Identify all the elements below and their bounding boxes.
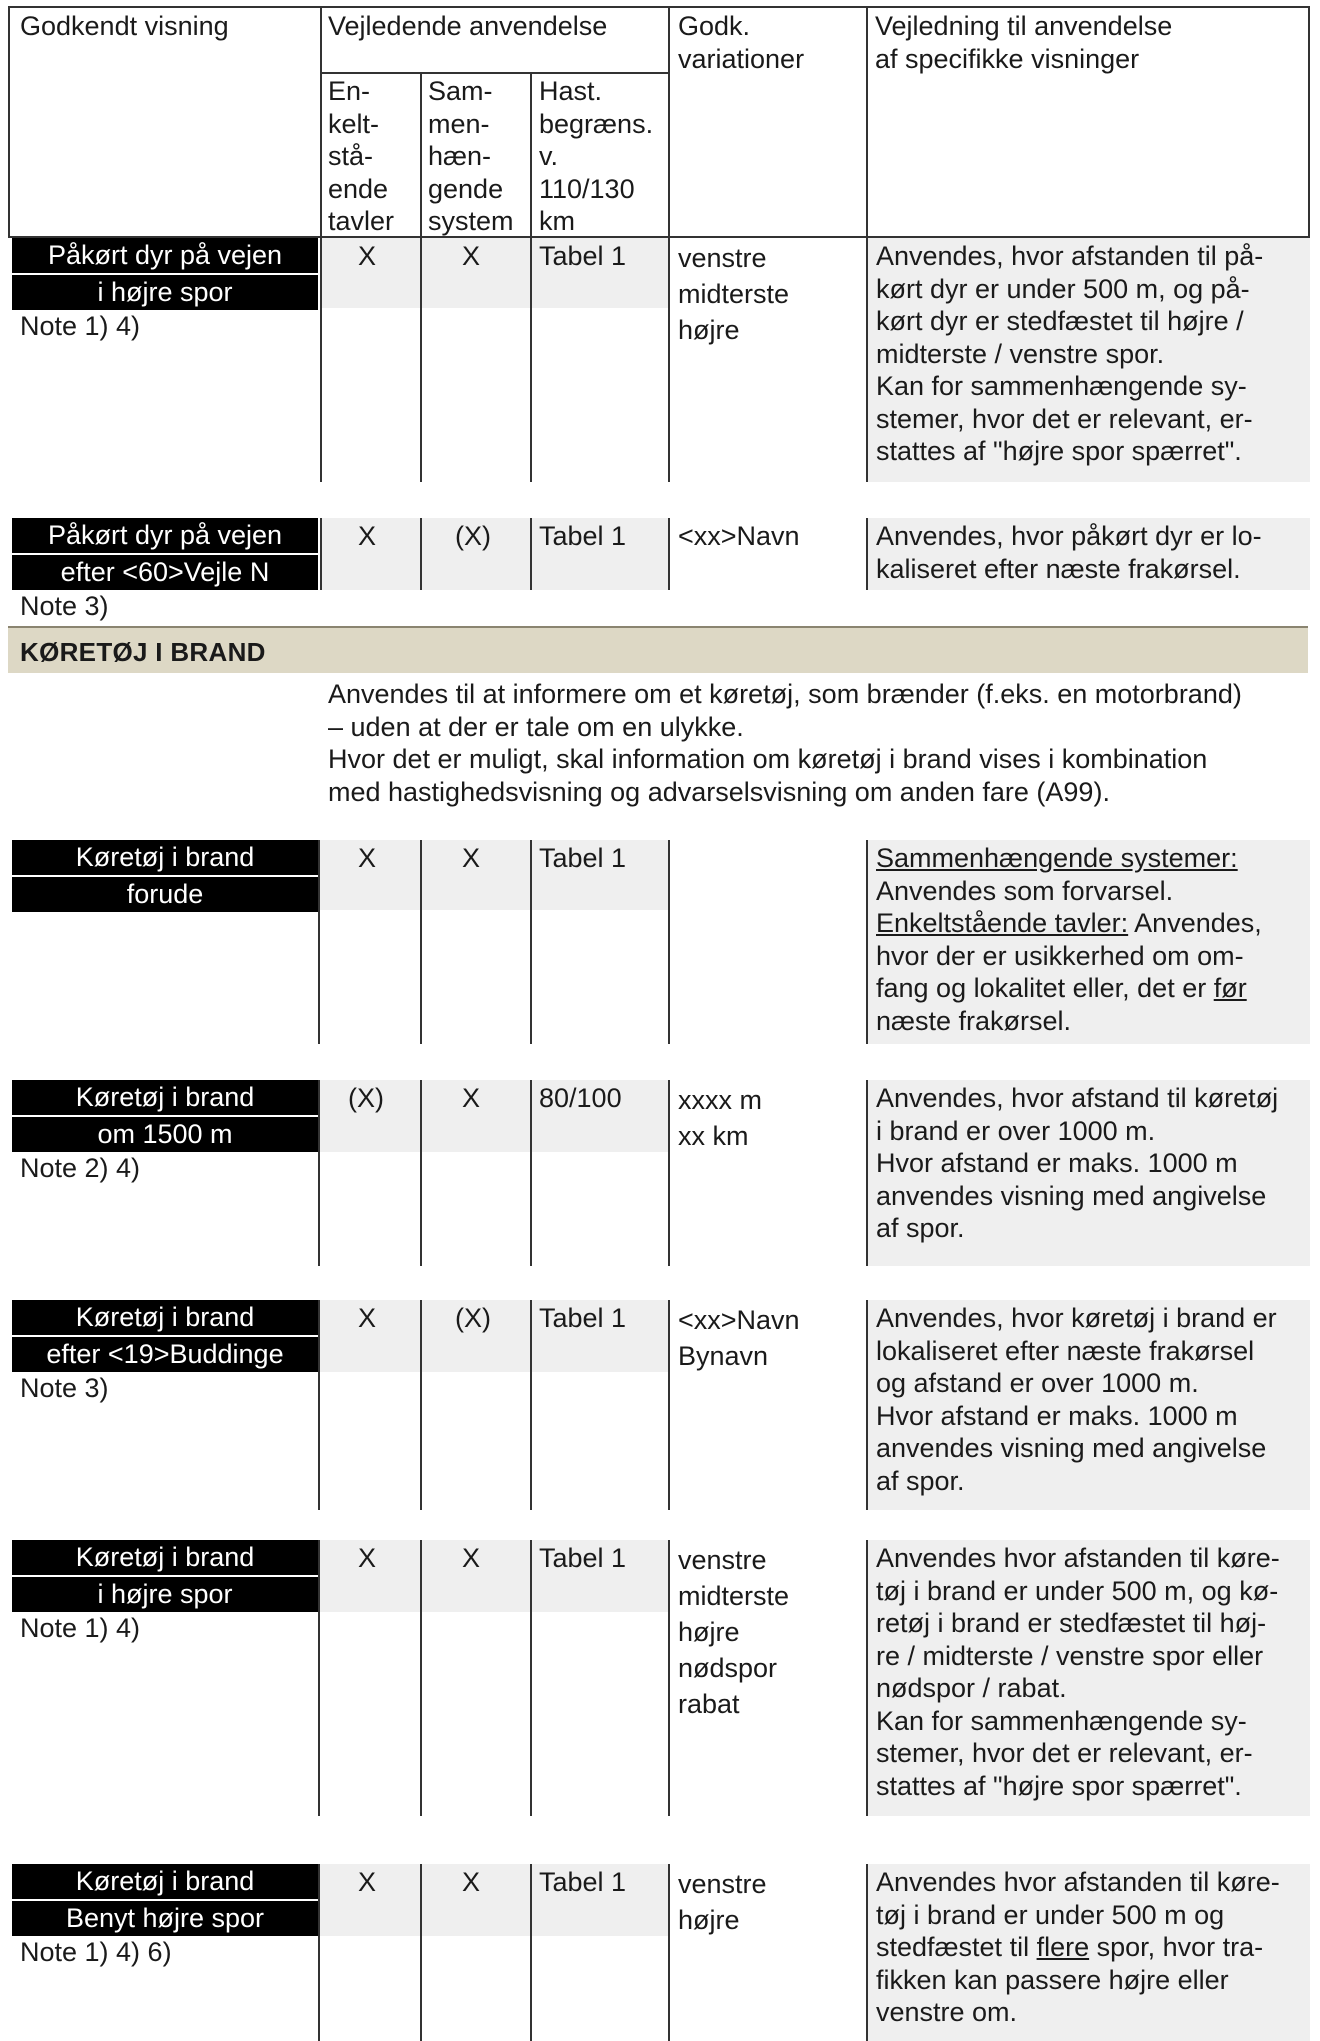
variations: xxxx m xx km bbox=[678, 1085, 762, 1151]
guidance-text: næste frakørsel. bbox=[876, 1005, 1072, 1036]
guidance: Anvendes, hvor påkørt dyr er lo- kaliseret efter næste frakørsel. bbox=[876, 521, 1262, 584]
speed-value: Tabel 1 bbox=[539, 1867, 627, 1897]
header-display: Godkendt visning bbox=[20, 11, 229, 41]
guidance-emphasis: før bbox=[1213, 973, 1247, 1003]
speed-value: Tabel 1 bbox=[539, 241, 627, 271]
header-divider bbox=[1308, 6, 1310, 238]
column-divider bbox=[668, 518, 670, 590]
variations: venstre højre bbox=[678, 1869, 767, 1935]
column-divider bbox=[866, 840, 868, 1044]
sign-line: om 1500 m bbox=[97, 1119, 233, 1149]
sign-display bbox=[12, 238, 318, 310]
guidance-emphasis: flere bbox=[1036, 1932, 1090, 1962]
sign-line: Køretøj i brand bbox=[75, 1866, 255, 1896]
header-connected-system: Sam- men- hæn- gende system bbox=[428, 76, 514, 236]
variations: <xx>Navn Bynavn bbox=[678, 1305, 800, 1371]
header-divider bbox=[866, 6, 868, 238]
header-divider bbox=[530, 72, 532, 238]
sign-line: i højre spor bbox=[97, 1579, 233, 1609]
column-divider bbox=[668, 1864, 670, 2041]
guidance-text: spor, hvor tra- fikken kan passere højre eller venstre om. bbox=[876, 1932, 1264, 2027]
column-divider bbox=[866, 1300, 868, 1510]
guidance-text: Anvendes hvor afstanden til køre- tøj i brand er under 500 m og stedfæstet til bbox=[876, 1867, 1280, 1962]
guidance bbox=[876, 842, 1262, 1037]
column-divider bbox=[668, 1080, 670, 1266]
section-title: KØRETØJ I BRAND bbox=[20, 637, 266, 667]
section-intro: Anvendes til at informere om et køretøj, som brænder (f.eks. en motorbrand) – uden at der er tale om en ulykke. Hvor det er muligt, skal information om køretøj i brand vises i kombination med hastighedsvisning og advarselsvisning om anden fare (A99). bbox=[328, 679, 1242, 807]
connected-mark: X bbox=[462, 1543, 481, 1573]
sign-display bbox=[12, 1540, 318, 1612]
guidance: Anvendes hvor afstanden til køre- tøj i brand er under 500 m, og kø- retøj i brand er stedfæstet til høj- re / midterste / venstre spor eller nødspor / rabat. Kan for sammenhængende sy- stemer, hvor det er relevant, er- stattes af "højre spor spærret". bbox=[876, 1543, 1280, 1801]
speed-value: Tabel 1 bbox=[539, 1543, 627, 1573]
column-divider bbox=[318, 840, 320, 1044]
header-speed-limit: Hast. begræns. v. 110/130 km bbox=[539, 76, 654, 236]
sign-display bbox=[12, 1080, 318, 1152]
column-divider bbox=[530, 1300, 532, 1510]
sign-line: efter <19>Buddinge bbox=[46, 1339, 284, 1369]
column-divider bbox=[866, 1080, 868, 1266]
sign-line: Køretøj i brand bbox=[75, 842, 255, 872]
guidance bbox=[876, 1866, 1280, 2029]
column-divider bbox=[530, 518, 532, 590]
connected-mark: (X) bbox=[455, 521, 491, 551]
column-divider bbox=[866, 1540, 868, 1816]
column-divider bbox=[668, 1300, 670, 1510]
sign-display bbox=[12, 1864, 318, 1936]
column-divider bbox=[530, 840, 532, 1044]
single-mark: X bbox=[358, 843, 377, 873]
column-divider bbox=[866, 1864, 868, 2041]
column-divider bbox=[320, 518, 322, 590]
connected-mark: X bbox=[462, 1867, 481, 1897]
sign-line: Benyt højre spor bbox=[65, 1903, 265, 1933]
single-mark: X bbox=[358, 1867, 377, 1897]
sign-line: Køretøj i brand bbox=[75, 1302, 255, 1332]
header-guidance: Vejledning til anvendelse af specifikke visninger bbox=[875, 11, 1173, 74]
column-divider bbox=[668, 1540, 670, 1816]
variations: venstre midterste højre nødspor rabat bbox=[678, 1545, 790, 1719]
guidance-label: Enkeltstående tavler: bbox=[876, 908, 1129, 938]
header-usage: Vejledende anvendelse bbox=[328, 11, 608, 41]
guidance-label: Sammenhængende systemer: bbox=[876, 843, 1238, 873]
column-divider bbox=[318, 1300, 320, 1510]
column-divider bbox=[530, 238, 532, 482]
sign-display bbox=[12, 518, 318, 590]
column-divider bbox=[420, 518, 422, 590]
speed-value: Tabel 1 bbox=[539, 843, 627, 873]
column-divider bbox=[318, 1540, 320, 1816]
column-divider bbox=[530, 1864, 532, 2041]
variations: <xx>Navn bbox=[678, 521, 800, 551]
header-subdivider bbox=[320, 72, 670, 74]
sign-line: Påkørt dyr på vejen bbox=[47, 520, 283, 550]
column-divider bbox=[420, 1300, 422, 1510]
sign-line: Køretøj i brand bbox=[75, 1542, 255, 1572]
sign-display bbox=[12, 840, 318, 912]
column-divider bbox=[866, 238, 868, 482]
sign-line: efter <60>Vejle N bbox=[60, 557, 270, 587]
speed-value: Tabel 1 bbox=[539, 1303, 627, 1333]
column-divider bbox=[318, 1080, 320, 1266]
note-ref: Note 1) 4) bbox=[20, 1613, 141, 1643]
column-divider bbox=[530, 1540, 532, 1816]
note-ref: Note 1) 4) 6) bbox=[20, 1937, 172, 1967]
column-divider bbox=[668, 840, 670, 1044]
header-variations: Godk. variationer bbox=[678, 11, 805, 74]
connected-mark: X bbox=[462, 241, 481, 271]
column-divider bbox=[420, 840, 422, 1044]
sign-line: i højre spor bbox=[97, 277, 233, 307]
note-ref: Note 3) bbox=[20, 1373, 109, 1403]
header-divider bbox=[320, 6, 322, 238]
sign-display bbox=[12, 1300, 318, 1372]
note-ref: Note 2) 4) bbox=[20, 1153, 141, 1183]
section-header bbox=[8, 626, 1308, 673]
column-divider bbox=[318, 1864, 320, 2041]
single-mark: X bbox=[358, 241, 377, 271]
guidance: Anvendes, hvor afstand til køretøj i brand er over 1000 m. Hvor afstand er maks. 1000 m anvendes visning med angivelse af spor. bbox=[876, 1083, 1279, 1243]
single-mark: X bbox=[358, 1543, 377, 1573]
header-divider bbox=[668, 6, 670, 238]
single-mark: X bbox=[358, 521, 377, 551]
variations: venstre midterste højre bbox=[678, 243, 790, 345]
guidance: Anvendes, hvor køretøj i brand er lokaliseret efter næste frakørsel og afstand er over 1000 m. Hvor afstand er maks. 1000 m anvendes visning med angivelse af spor. bbox=[876, 1303, 1277, 1496]
single-mark: (X) bbox=[348, 1083, 384, 1113]
speed-value: 80/100 bbox=[539, 1083, 622, 1113]
column-divider bbox=[866, 518, 868, 590]
guidance-text: Anvendes som forvarsel. bbox=[876, 875, 1174, 906]
speed-value: Tabel 1 bbox=[539, 521, 627, 551]
column-divider bbox=[320, 238, 322, 482]
header-divider bbox=[8, 6, 10, 238]
header-single-boards: En- kelt- stå- ende tavler bbox=[328, 76, 395, 236]
column-divider bbox=[420, 1080, 422, 1266]
header-divider bbox=[420, 72, 422, 238]
table-top-border bbox=[8, 6, 1310, 8]
connected-mark: (X) bbox=[455, 1303, 491, 1333]
single-mark: X bbox=[358, 1303, 377, 1333]
connected-mark: X bbox=[462, 1083, 481, 1113]
column-divider bbox=[530, 1080, 532, 1266]
column-divider bbox=[420, 1864, 422, 2041]
note-ref: Note 3) bbox=[20, 591, 109, 621]
note-ref: Note 1) 4) bbox=[20, 311, 141, 341]
sign-line: Påkørt dyr på vejen bbox=[47, 240, 283, 270]
connected-mark: X bbox=[462, 843, 481, 873]
guidance: Anvendes, hvor afstanden til på- kørt dyr er under 500 m, og på- kørt dyr er stedfæstet til højre / midterste / venstre spor. Kan for sammenhængende sy- stemer, hvor det er relevant, er- stattes af "højre spor spærret". bbox=[876, 241, 1264, 466]
sign-line: forude bbox=[126, 879, 204, 909]
column-divider bbox=[420, 238, 422, 482]
guidance-text: Anvendes, hvor der er usikkerhed om om- fang og lokalitet eller, det er bbox=[876, 908, 1262, 1003]
sign-line: Køretøj i brand bbox=[75, 1082, 255, 1112]
column-divider bbox=[420, 1540, 422, 1816]
column-divider bbox=[668, 238, 670, 482]
